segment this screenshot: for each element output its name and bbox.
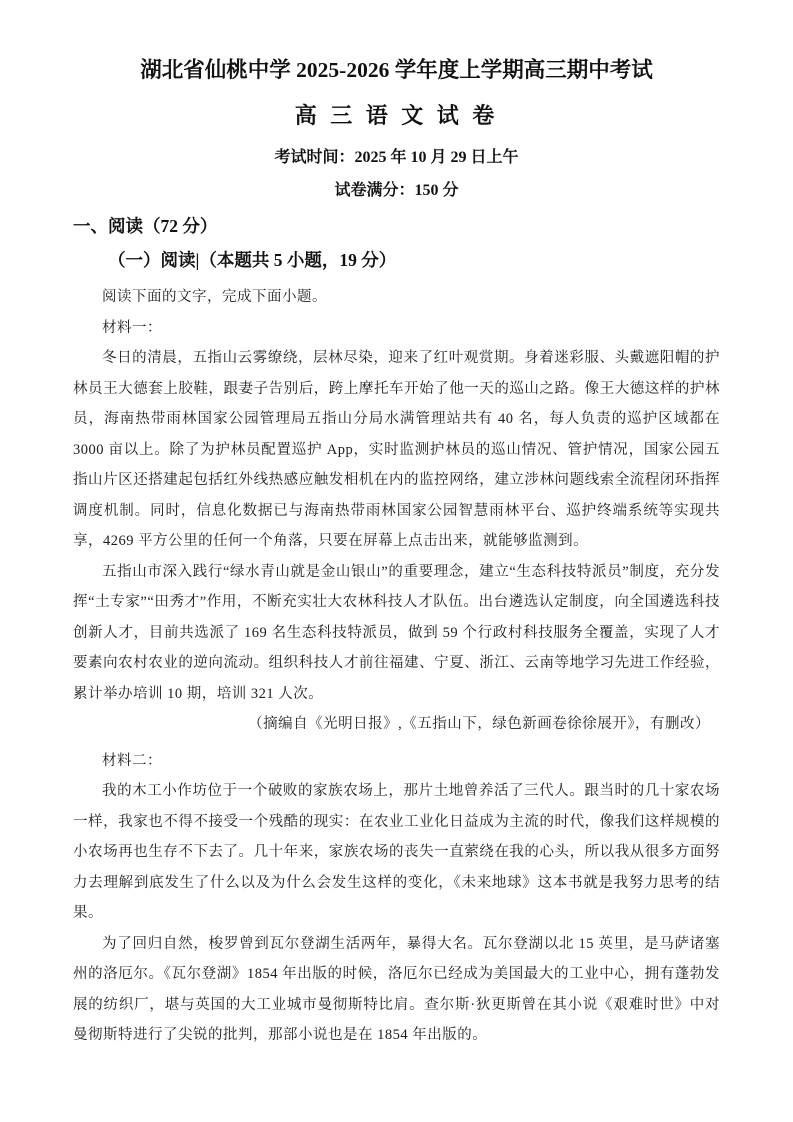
- material2-paragraph-1: 我的木工小作坊位于一个破败的家族农场上，那片土地曾养活了三代人。跟当时的几十家农场一样，我家也不得不接受一个残酷的现实：在农业工业化日益成为主流的时代，像我们这样规模的小农场再也生存不下去了。几十年来，家族农场的丧失一直萦绕在我的心头，所以我从很多方面努力去理解到底发生了什么以及为什么会发生这样的变化，《未来地球》这本书就是我努力思考的结果。: [73, 783, 720, 921]
- exam-time: 考试时间：2025 年 10 月 29 日上午: [274, 149, 519, 166]
- exam-subtitle: 高 三 语 文 试 卷: [294, 103, 499, 128]
- doc-header: [73, 57, 720, 202]
- exam-title: 湖北省仙桃中学 2025-2026 学年度上学期高三期中考试: [140, 58, 653, 82]
- material1-attribution: （摘编自《光明日报》,《五指山下，绿色新画卷徐徐展开》，有删改）: [248, 716, 710, 732]
- subsection-heading-reading-1: （一）阅读|（本题共 5 小题，19 分）: [108, 250, 397, 270]
- material2-label: 材料二：: [102, 752, 162, 769]
- exam-full-marks: 试卷满分：150 分: [334, 182, 459, 199]
- reading-instruction: 阅读下面的文字，完成下面小题。: [102, 289, 327, 305]
- material2-paragraph-2: 为了回归自然，梭罗曾到瓦尔登湖生活两年，暴得大名。瓦尔登湖以北 15 英里，是马萨诸塞州的洛厄尔。《瓦尔登湖》1854 年出版的时候，洛厄尔已经成为美国最大的工业中心，拥有蓬勃发展的纺织厂，堪与英国的大工业城市曼彻斯特比肩。查尔斯·狄更斯曾在其小说《艰难时世》中对曼彻斯特进行了尖锐的批判，那部小说也是在 1854 年出版的。: [73, 935, 720, 1043]
- section-heading-reading: 一、阅读（72 分）: [73, 216, 218, 236]
- material1-label: 材料一：: [102, 319, 162, 336]
- material1-paragraph-2: 五指山市深入践行“绿水青山就是金山银山”的重要理念，建立“生态科技特派员”制度，充分发挥“土专家”“田秀才”作用，不断充实壮大农林科技人才队伍。出台遴选认定制度，向全国遴选科技创新人才，目前共选派了 169 名生态科技特派员，做到 59 个行政村科技服务全覆盖，实现了人才要素向农村农业的逆向流动。组织科技人才前往福建、宁夏、浙江、云南等地学习先进工作经验，累计举办培训 10 期，培训 321 人次。: [73, 563, 720, 702]
- material1-paragraph-1: 冬日的清晨，五指山云雾缭绕，层林尽染，迎来了红叶观赏期。身着迷彩服、头戴遮阳帽的护林员王大德套上胶鞋，跟妻子告别后，跨上摩托车开始了他一天的巡山之路。像王大德这样的护林员，海南热带雨林国家公园管理局五指山分局水满管理站共有 40 名，每人负责的巡护区域都在 3000 亩以上。除了为护林员配置巡护 App，实时监测护林员的巡山情况、管护情况，国家公园五指山片区还搭建起包括红外线热感应触发相机在内的监控网络，建立涉林问题线索全流程闭环指挥调度机制。同时，信息化数据已与海南热带雨林国家公园智慧雨林平台、巡护终端系统等实现共享，4269 平方公里的任何一个角落，只要在屏幕上点击出来，就能够监测到。: [73, 350, 720, 549]
